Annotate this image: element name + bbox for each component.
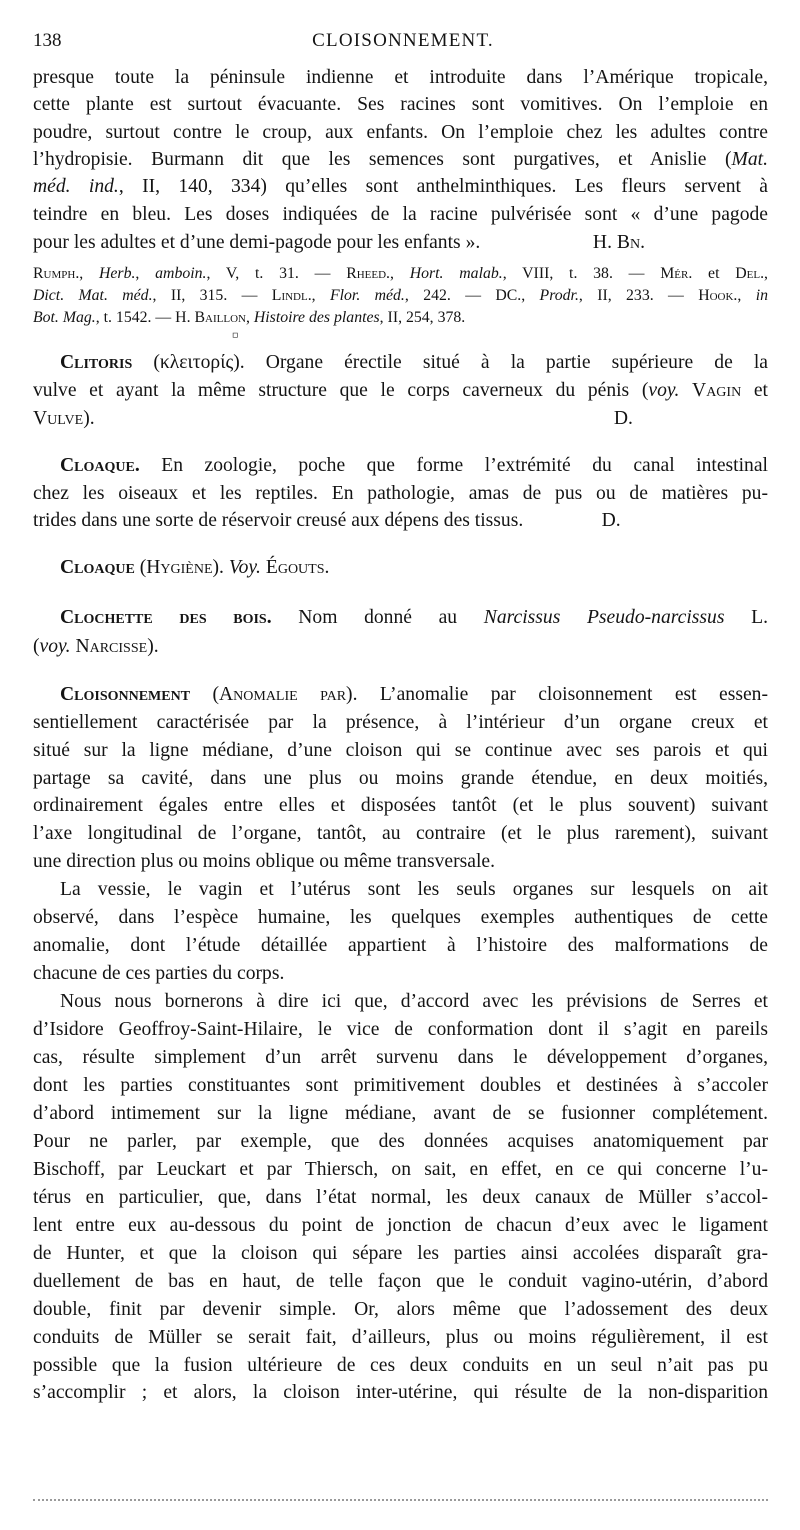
text-line: possible que la fusion ultérieure de ces deux conduits en un seul n’ait pas pu <box>33 1355 768 1376</box>
text-line: Nous nous bornerons à dire ici que, d’accord avec les prévisions de Serres et <box>60 991 768 1012</box>
ornament-mark: ⸋ <box>232 330 239 345</box>
text-line: cette plante est surtout évacuante. Ses racines sont vomitives. On l’emploie en <box>33 94 768 115</box>
text-line: pour les adultes et d’une demi-pagode pour les enfants ». H. Bn. <box>33 232 645 253</box>
text-line: s’accomplir ; et alors, la cloison inter-utérine, qui résulte de la non-disparition <box>33 1382 768 1403</box>
text-line: Dict. Mat. méd., II, 315. — Lindl., Flor. méd., 242. — DC., Prodr., II, 233. — Hook., in <box>33 287 768 304</box>
text-line: vulve et ayant la même structure que le corps caverneux du pénis (voy. Vagin et <box>33 380 768 401</box>
text-line: d’Isidore Geoffroy-Saint-Hilaire, le vice de conformation dont il s’agit en pareils <box>33 1019 768 1040</box>
text-line: (voy. Narcisse). <box>33 636 159 657</box>
text-line: teindre en bleu. Les doses indiquées de la racine pulvérisée sont « d’une pagode <box>33 204 768 225</box>
text-line: chez les oiseaux et les reptiles. En pathologie, amas de pus ou de matières pu- <box>33 483 768 504</box>
text-line: dont les parties constituantes sont primitivement doubles et destinées à s’accoler <box>33 1075 768 1096</box>
dotted-bottom-rule <box>33 1496 768 1501</box>
text-line: térus en particulier, que, dans l’état normal, les deux canaux de Müller s’accol- <box>33 1187 768 1208</box>
text-line: observé, dans l’espèce humaine, les quelques exemples authentiques de cette <box>33 907 768 928</box>
text-line: situé sur la ligne médiane, d’une cloison qui se continue avec ses parois et qui <box>33 740 768 761</box>
text-line: d’abord intimement sur la ligne médiane, avant de se fusionner complétement. <box>33 1103 768 1124</box>
text-line: lent entre eux au-dessous du point de jonction de chacun d’eux avec le ligament <box>33 1215 768 1236</box>
text-line: chacune de ces parties du corps. <box>33 963 285 984</box>
text-line: duellement de bas en haut, de telle façon que le conduit vagino-utérin, d’abord <box>33 1271 768 1292</box>
text-line: l’axe longitudinal de l’organe, tantôt, au contraire (et le plus rarement), suivant <box>33 823 768 844</box>
text-line: Cloaque. En zoologie, poche que forme l’extrémité du canal intestinal <box>60 455 768 476</box>
text-line: double, finit par devenir simple. Or, alors même que l’adossement des deux <box>33 1299 768 1320</box>
text-line: sentiellement caractérisée par la présence, à l’intérieur d’un organe creux et <box>33 712 768 733</box>
text-line: Cloisonnement (Anomalie par). L’anomalie par cloisonnement est essen- <box>60 684 768 705</box>
text-line: Vulve). D. <box>33 408 633 429</box>
text-line: presque toute la péninsule indienne et introduite dans l’Amérique tropicale, <box>33 67 768 88</box>
text-line: partage sa cavité, dans une plus ou moins grande étendue, en deux moitiés, <box>33 768 768 789</box>
text-line: Bot. Mag., t. 1542. — H. Baillon, Histoire des plantes, II, 254, 378. <box>33 309 466 326</box>
text-line: une direction plus ou moins oblique ou même transversale. <box>33 851 495 872</box>
text-line: ordinairement égales entre elles et disposées tantôt (et le plus souvent) suivant <box>33 795 768 816</box>
text-line: Bischoff, par Leuckart et par Thiersch, on sait, en effet, en ce qui concerne l’u- <box>33 1159 768 1180</box>
text-line: Clochette des bois. Nom donné au Narcissus Pseudo-narcissus L. <box>60 607 768 628</box>
running-head <box>33 30 773 58</box>
running-title: CLOISONNEMENT. <box>312 30 494 51</box>
text-line: trides dans une sorte de réservoir creusé aux dépens des tissus. D. <box>33 510 621 531</box>
text-line: Pour ne parler, par exemple, que des données acquises anatomiquement par <box>33 1131 768 1152</box>
text-line: anomalie, dont l’étude détaillée appartient à l’histoire des malformations de <box>33 935 768 956</box>
text-line: Rumph., Herb., amboin., V, t. 31. — Rheed., Hort. malab., VIII, t. 38. — Mér. et Del., <box>33 265 768 282</box>
text-line: cas, résulte simplement d’un arrêt survenu dans le développement d’organes, <box>33 1047 768 1068</box>
text-line: l’hydropisie. Burmann dit que les semences sont purgatives, et Anislie (Mat. <box>33 149 768 170</box>
text-line: de Hunter, et que la cloison qui sépare les parties ainsi accolées disparaît gra- <box>33 1243 768 1264</box>
text-line: Clitoris (κλειτορίς). Organe érectile situé à la partie supérieure de la <box>60 352 768 373</box>
text-line: La vessie, le vagin et l’utérus sont les seuls organes sur lesquels on ait <box>60 879 768 900</box>
page-number: 138 <box>33 30 62 51</box>
text-line: méd. ind., II, 140, 334) qu’elles sont anthelminthiques. Les fleurs servent à <box>33 176 768 197</box>
text-line: Cloaque (Hygiène). Voy. Égouts. <box>60 557 330 578</box>
text-line: conduits de Müller se serait fait, d’ailleurs, plus ou moins régulièrement, il est <box>33 1327 768 1348</box>
text-line: poudre, surtout contre le croup, aux enfants. On l’emploie chez les adultes contre <box>33 122 768 143</box>
